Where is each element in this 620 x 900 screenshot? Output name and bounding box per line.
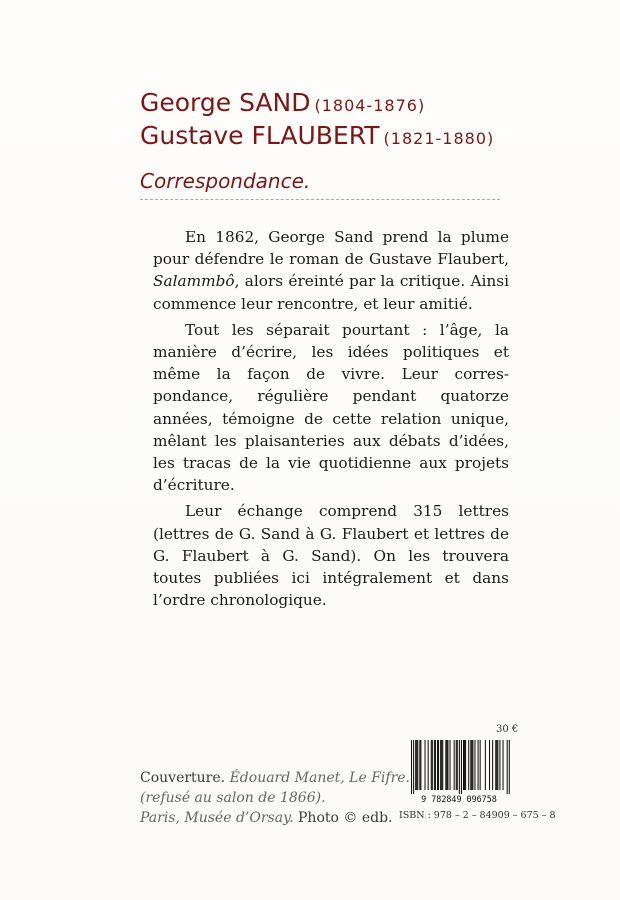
blurb-paragraph-3: Leur échange comprend 315 lettres (lettres de G. Sand à G. Flaubert et lettres de G. Flaubert à G. Sand). On les trouvera toutes publiées ici intégralement et dans l’ordre chronologique.: [153, 502, 509, 610]
barcode-bar: [411, 740, 412, 794]
barcode-bar: [499, 740, 500, 790]
barcode-bar: [416, 740, 417, 790]
barcode-bar: [437, 740, 438, 790]
barcode-bar: [465, 740, 466, 790]
barcode-bar: [472, 740, 473, 790]
credit-label: Couverture.: [140, 770, 226, 786]
author-dates: (1804-1876): [314, 96, 426, 115]
isbn: ISBN : 978 – 2 – 84909 – 675 – 8: [399, 810, 556, 821]
author-name: George SAND: [140, 88, 311, 117]
blurb-paragraph-2: Tout les séparait pourtant : l’âge, la manière d’écrire, les idées politiques et même la façon de vivre. Leur correspondance, régulière pendant quatorze années, témoigne de cette relation unique, mêlant les plaisanteries aux débats d’idées, les tracas de la vie quotidienne aux projets d’écriture.: [153, 320, 509, 495]
barcode-bar: [485, 740, 486, 790]
dashed-divider: [140, 199, 500, 200]
barcode-bar: [438, 740, 439, 790]
barcode-bar: [470, 740, 471, 790]
barcode-bar: [445, 740, 446, 790]
barcode-bar: [489, 740, 490, 790]
barcode-bar: [464, 740, 465, 790]
barcode-bar: [474, 740, 475, 790]
barcode-bar: [447, 740, 448, 790]
barcode-bar: [413, 740, 414, 794]
barcode-bar: [415, 740, 416, 790]
barcode-bar: [463, 740, 464, 790]
barcode-bar: [507, 740, 508, 794]
barcode-bar: [480, 740, 481, 790]
barcode-bar: [435, 740, 436, 790]
barcode-bar: [442, 740, 443, 790]
blurb: [153, 226, 509, 615]
barcode-bar: [495, 740, 496, 790]
author-name: Gustave FLAUBERT: [140, 121, 380, 150]
barcode-graphic: [402, 738, 516, 804]
barcode-bar: [419, 740, 420, 790]
barcode-bar: [461, 740, 462, 794]
barcode-bar: [417, 740, 418, 790]
barcode-bar: [468, 740, 469, 790]
barcode-bar: [428, 740, 429, 790]
book-title: Correspondance.: [140, 169, 311, 193]
barcode-bar: [454, 740, 455, 790]
credit-note: (refusé au salon de 1866).: [140, 790, 326, 806]
blurb-paragraph-1: En 1862, George Sand prend la plume pour défendre le roman de Gustave Flaubert, Salammbô, alors éreinté par la critique. Ainsi commence leur rencontre, et leur amitié.: [153, 228, 509, 313]
barcode-bar: [420, 740, 421, 790]
barcode-bar: [457, 740, 458, 790]
author-dates: (1821-1880): [383, 129, 495, 148]
barcode-bar: [471, 740, 472, 790]
barcode-bar: [496, 740, 497, 790]
barcode-bar: [446, 740, 447, 790]
barcode-bar: [449, 740, 450, 790]
barcode-bar: [432, 740, 433, 790]
credit-location: Paris, Musée d’Orsay.: [140, 810, 294, 826]
barcode-bar: [425, 740, 426, 790]
credit-artwork: Édouard Manet, Le Fifre.: [229, 770, 410, 786]
barcode: [402, 738, 516, 804]
cover-credit: [140, 768, 410, 828]
barcode-bar: [456, 740, 457, 790]
barcode-digits: 9 782849 096758: [421, 794, 497, 804]
author-flaubert: [140, 121, 540, 154]
credit-photo: Photo © edb.: [298, 810, 393, 826]
barcode-bar: [503, 740, 504, 790]
barcode-bar: [431, 740, 432, 790]
barcode-bar: [492, 740, 493, 790]
barcode-bar: [441, 740, 442, 790]
barcode-bar: [509, 740, 510, 794]
work-title: Salammbô: [153, 272, 235, 291]
author-sand: [140, 88, 540, 121]
barcode-bar: [497, 740, 498, 790]
authors-block: [140, 88, 540, 154]
barcode-bar: [440, 740, 441, 790]
price: 30 €: [496, 724, 519, 735]
barcode-bar: [434, 740, 435, 790]
barcode-bar: [459, 740, 460, 794]
barcode-bar: [478, 740, 479, 790]
